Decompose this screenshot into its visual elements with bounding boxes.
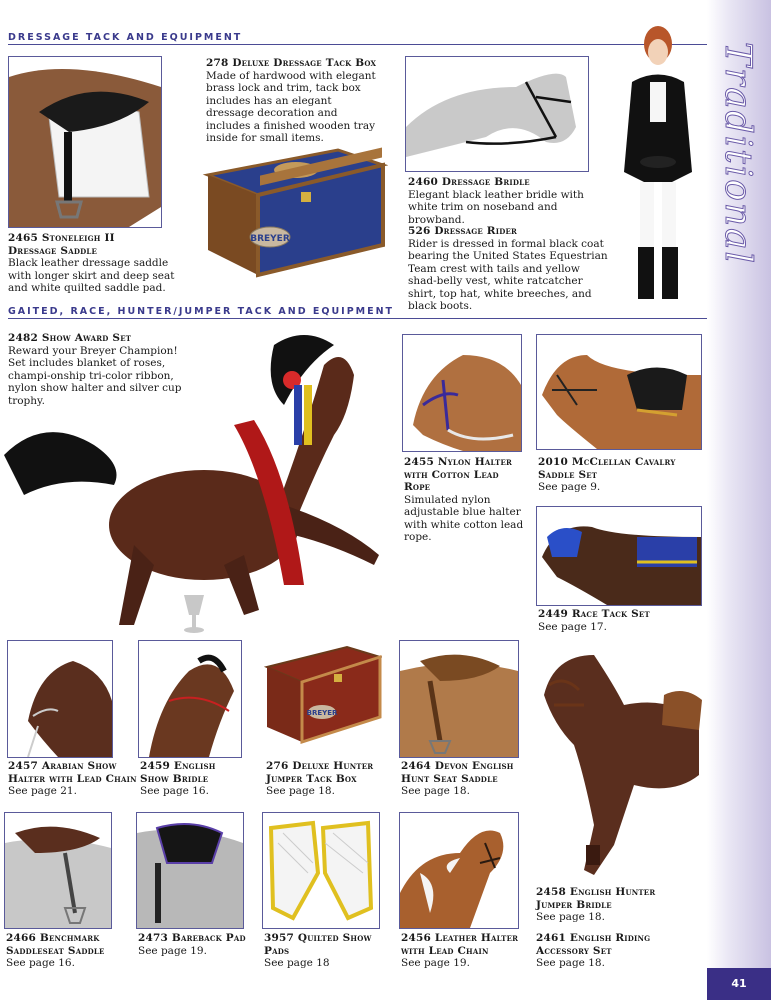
caption-2460 (408, 176, 608, 226)
caption-526 (408, 225, 608, 313)
saddle-image (9, 57, 161, 227)
see-2458: See page 18. (536, 911, 605, 923)
desc-278: Made of hardwood with elegant brass lock and trim, tack box includes has an elegant dressage decoration and includes a finished wooden tray inside for small items. (206, 69, 376, 144)
photo-526-rider (612, 22, 704, 302)
quilted-pads-image (263, 813, 379, 928)
title-2466-b: Saddleseat Saddle (6, 944, 105, 957)
caption-2465 (8, 232, 188, 295)
caption-2473 (138, 932, 258, 957)
see-2449: See page 17. (538, 620, 607, 633)
title-2482: 2482 Show Award Set (8, 332, 132, 344)
see-2456: See page 19. (401, 957, 470, 969)
title-2455: 2455 Nylon Halter (404, 456, 513, 468)
photo-2449-race (536, 506, 702, 606)
see-2461: See page 18. (536, 957, 605, 969)
see-276: See page 18. (266, 785, 335, 797)
photo-2466-benchmark (4, 812, 112, 929)
title-276: 276 Deluxe Hunter (266, 760, 374, 772)
title-2458-b: Jumper Bridle (536, 898, 612, 911)
award-horse-image (4, 325, 396, 645)
title-2460: 2460 Dressage Bridle (408, 176, 530, 188)
caption-2459 (140, 760, 250, 798)
title-2465: 2465 Stoneleigh II (8, 232, 115, 244)
title-2449: 2449 Race Tack Set (538, 608, 650, 620)
tackbox-image (198, 140, 388, 280)
desc-2455: Simulated nylon adjustable blue halter with white cotton lead rope. (404, 493, 524, 543)
caption-2461 (536, 932, 702, 970)
title-2461: 2461 English Riding (536, 932, 651, 944)
caption-278 (206, 57, 382, 145)
title-526: 526 Dressage Rider (408, 225, 518, 237)
sidebar-title: Traditional (717, 42, 758, 266)
photo-278-tackbox (198, 140, 388, 280)
caption-2466 (6, 932, 136, 970)
title-278: 278 Deluxe Dressage Tack Box (206, 57, 377, 69)
desc-2482: Reward your Breyer Champion! Set includes blanket of roses, champi-onship tri-color ribbon, nylon show halter and silver cup trophy. (8, 344, 182, 407)
title-2473: 2473 Bareback Pad (138, 932, 246, 944)
desc-2465: Black leather dressage saddle with longer skirt and deep seat and white quilted saddle pad. (8, 257, 175, 294)
title-2456-b: with Lead Chain (401, 944, 489, 957)
section-rule (8, 44, 707, 45)
title-3957-b: Pads (264, 944, 290, 957)
caption-2010 (538, 456, 700, 494)
caption-3957 (264, 932, 390, 970)
hunter-bridle-image (534, 645, 706, 880)
bareback-pad-image (137, 813, 243, 928)
hunter-tackbox-image (262, 642, 382, 752)
title-2010-b: Saddle Set (538, 468, 598, 481)
caption-276 (266, 760, 396, 798)
photo-2464-devon (399, 640, 519, 758)
title-2464-b: Hunt Seat Saddle (401, 772, 498, 785)
leather-halter-image (400, 813, 518, 928)
caption-2457 (8, 760, 138, 798)
arabian-halter-image (8, 641, 112, 757)
halter-image (403, 335, 521, 451)
photo-276-tackbox (262, 642, 382, 752)
see-2464: See page 18. (401, 785, 470, 797)
title-2456: 2456 Leather Halter (401, 932, 519, 944)
photo-2457-arabian (7, 640, 113, 758)
title-2461-b: Accessory Set (536, 944, 612, 957)
photo-2482-award-horse (4, 325, 396, 645)
see-2466: See page 16. (6, 957, 75, 969)
desc-526: Rider is dressed in formal black coat bearing the United States Equestrian Team crest with tails and yellow shad-belly vest, white ratcatcher shirt, top hat, white breeches, and black boots. (408, 237, 608, 312)
devon-saddle-image (400, 641, 518, 757)
photo-2459-bridle (138, 640, 242, 758)
title-2459: 2459 English (140, 760, 216, 772)
photo-2460-bridle (405, 56, 589, 172)
see-3957: See page 18 (264, 957, 330, 969)
title-2465-b: Dressage Saddle (8, 244, 98, 257)
see-2010: See page 9. (538, 481, 601, 493)
caption-2458 (536, 886, 706, 924)
title-2458: 2458 English Hunter (536, 886, 656, 898)
section-rule (8, 318, 707, 319)
caption-2449 (538, 608, 700, 633)
title-2459-b: Show Bridle (140, 772, 209, 785)
rider-image (612, 22, 704, 302)
title-2466: 2466 Benchmark (6, 932, 100, 944)
photo-2456-leather-halter (399, 812, 519, 929)
mcclellan-image (537, 335, 701, 449)
photo-2010-mcclellan (536, 334, 702, 450)
title-2457-b: Halter with Lead Chain (8, 772, 137, 785)
saddleseat-saddle-image (5, 813, 111, 928)
breyer-logo: BREYER (250, 234, 290, 244)
see-2459: See page 16. (140, 785, 209, 797)
caption-2456 (401, 932, 531, 970)
breyer-logo: BREYER (306, 709, 338, 717)
title-3957: 3957 Quilted Show (264, 932, 372, 944)
photo-2473-bareback (136, 812, 244, 929)
photo-2458-hunter (534, 645, 706, 880)
title-2457: 2457 Arabian Show (8, 760, 117, 772)
section-header-dressage: DRESSAGE TACK AND EQUIPMENT (8, 32, 243, 43)
photo-3957-pads (262, 812, 380, 929)
title-2455-b: with Cotton Lead (404, 468, 499, 481)
page-number: 41 (707, 968, 771, 1000)
see-2473: See page 19. (138, 944, 207, 957)
caption-2464 (401, 760, 531, 798)
english-show-bridle-image (139, 641, 241, 757)
desc-2460: Elegant black leather bridle with white trim on noseband and browband. (408, 188, 584, 226)
bridle-image (406, 57, 588, 171)
photo-2465-saddle (8, 56, 162, 228)
photo-2455-halter (402, 334, 522, 452)
see-2457: See page 21. (8, 785, 77, 797)
title-2455-c: Rope (404, 481, 431, 493)
title-276-b: Jumper Tack Box (266, 772, 357, 785)
section-header-gaited: GAITED, RACE, HUNTER/JUMPER TACK AND EQUIPMENT (8, 306, 395, 317)
sidebar (707, 0, 771, 1000)
title-2010: 2010 McClellan Cavalry (538, 456, 676, 468)
title-2464: 2464 Devon English (401, 760, 514, 772)
race-image (537, 507, 701, 605)
caption-2455 (404, 456, 524, 544)
